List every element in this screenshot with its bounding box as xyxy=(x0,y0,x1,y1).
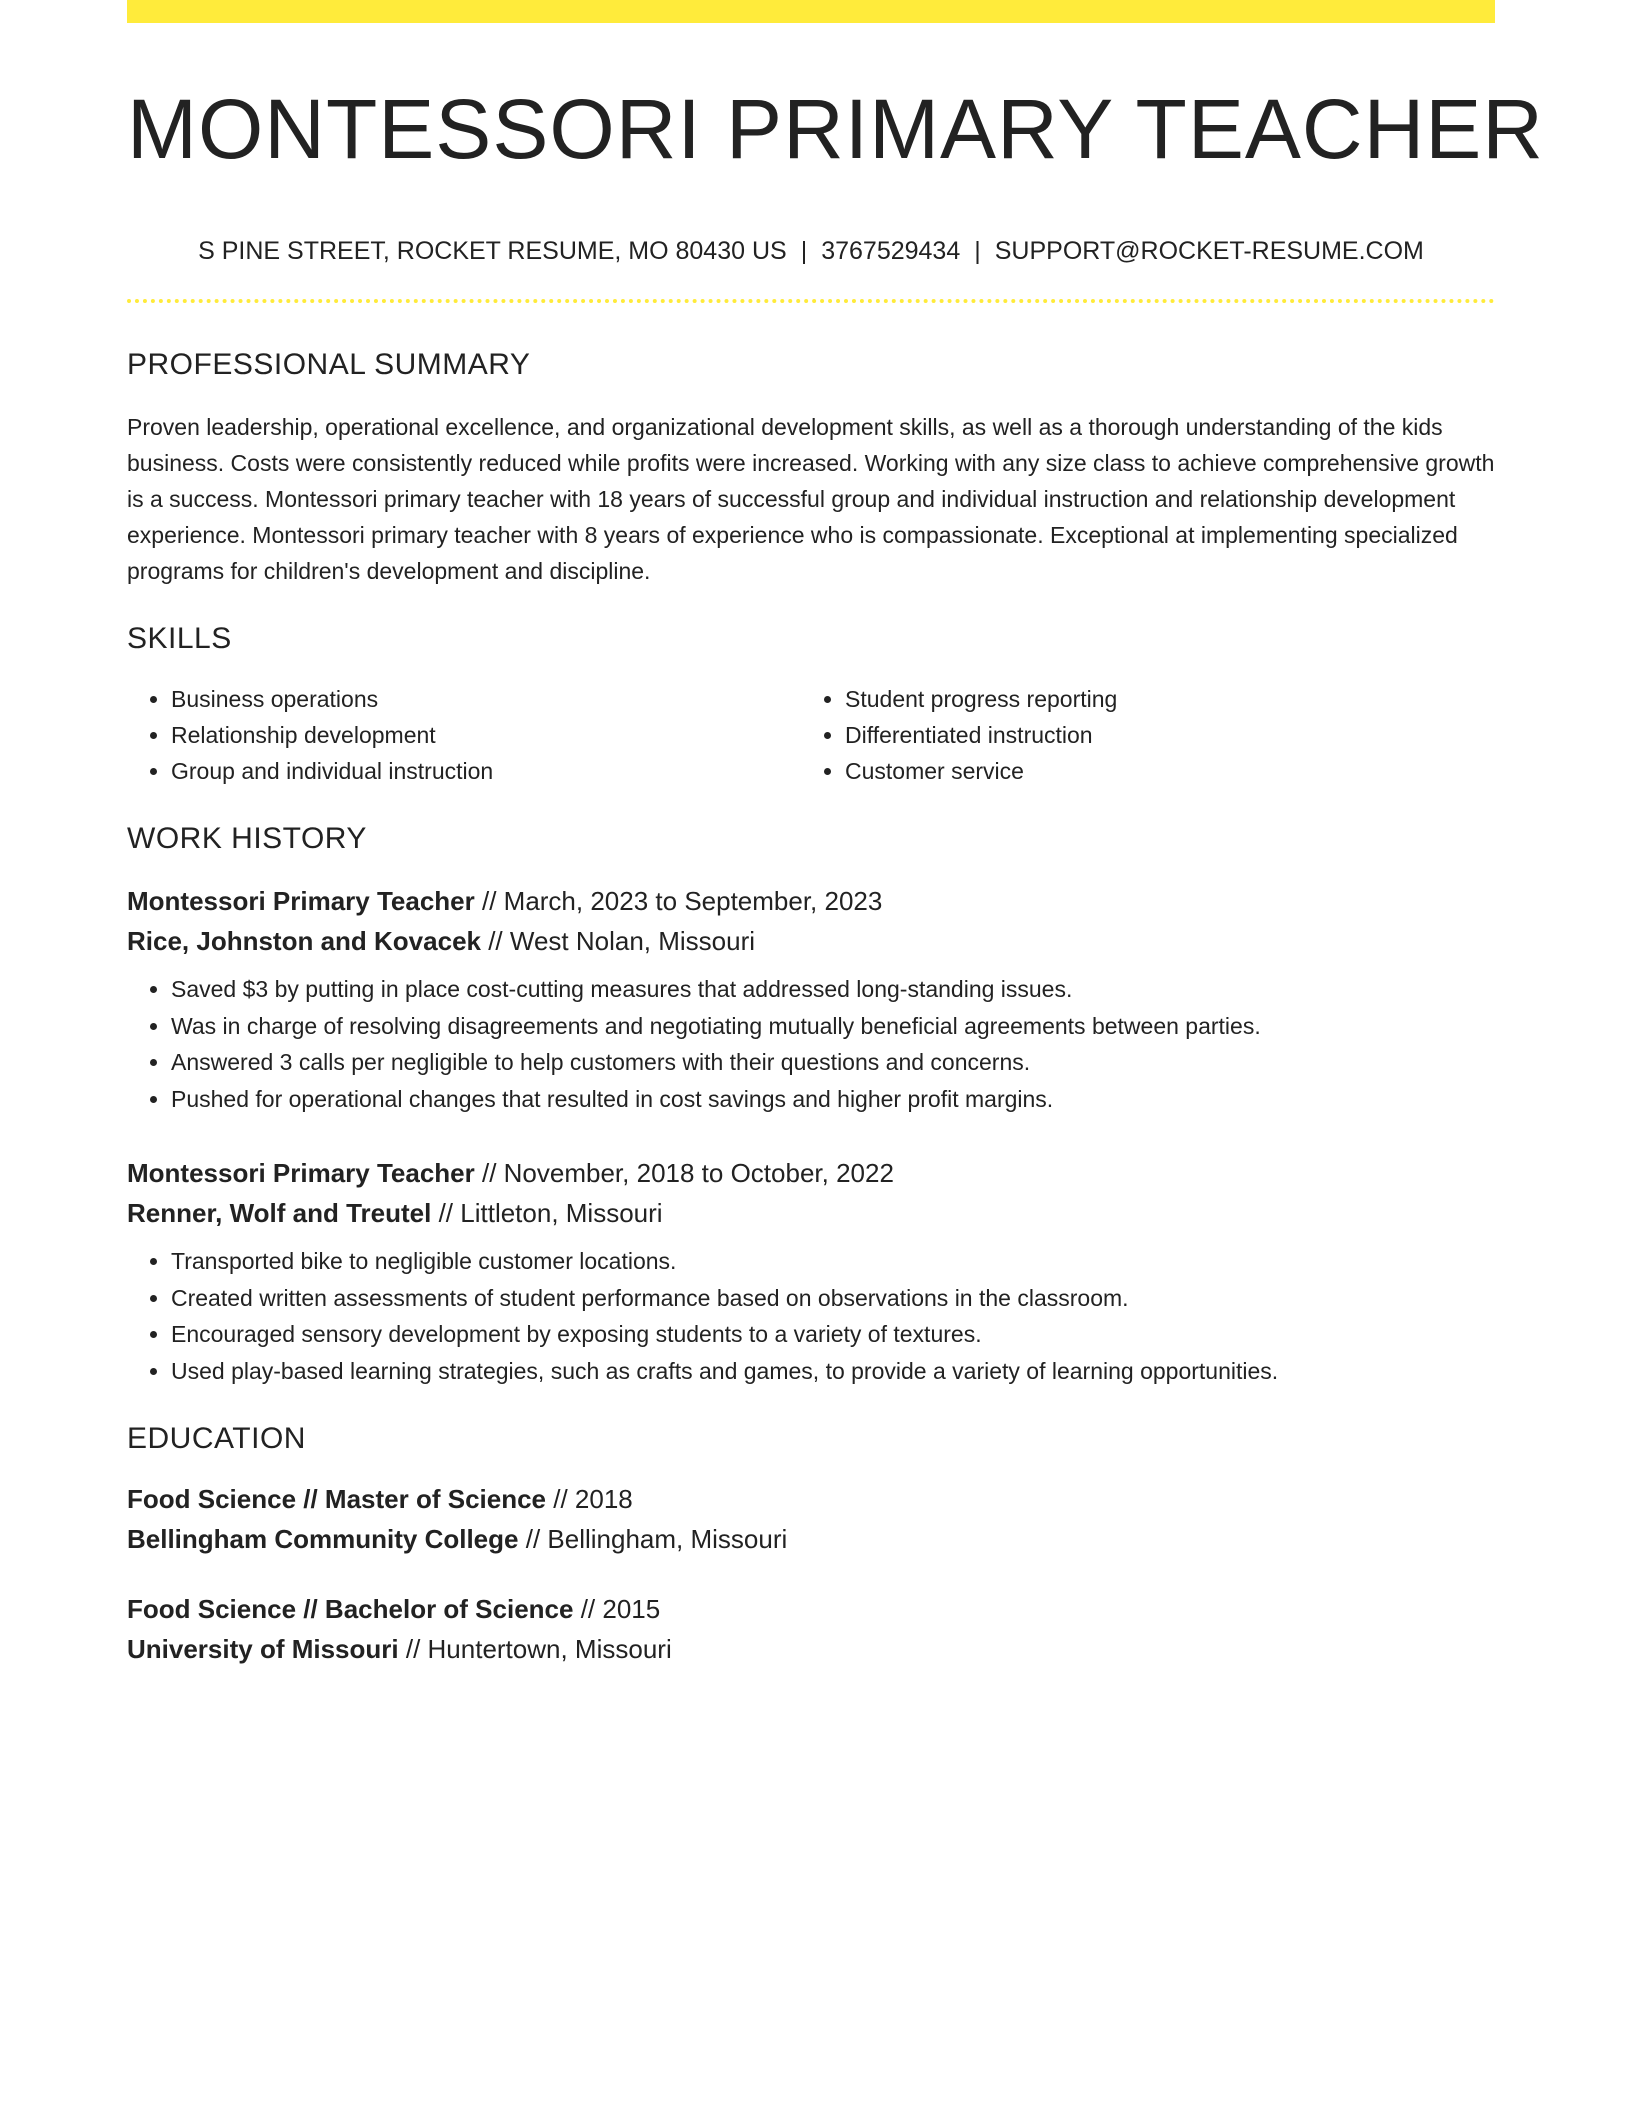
skill-item: • Relationship development xyxy=(171,717,801,753)
job-dates: // March, 2023 to September, 2023 xyxy=(474,886,883,916)
job-bullet: • Was in charge of resolving disagreements and negotiating mutually beneficial agreements between parties. xyxy=(171,1008,1495,1045)
job-company-line xyxy=(127,1193,1495,1233)
school-location: // Bellingham, Missouri xyxy=(518,1524,788,1554)
skill-item: • Student progress reporting xyxy=(845,681,1475,717)
skills-list xyxy=(127,681,1495,789)
resume-content xyxy=(127,0,1544,1669)
contact-email: SUPPORT@ROCKET-RESUME.COM xyxy=(994,237,1424,265)
degree: Food Science // Master of Science xyxy=(127,1484,547,1514)
school: Bellingham Community College xyxy=(127,1524,519,1554)
summary-text: Proven leadership, operational excellence, and organizational development skills, as well as a thorough understanding of the kids business. Costs were consistently reduced while profits were increased. Working with any size class to achieve comprehensive growth is a success. Montessori primary teacher with 18 years of successful group and individual instruction and relationship development experience. Montessori primary teacher with 8 years of experience who is compassionate. Exceptional at implementing specialized programs for children's development and discipline. xyxy=(127,414,1495,584)
contact-separator: | xyxy=(800,237,808,265)
school: University of Missouri xyxy=(127,1634,399,1664)
skills-column-right xyxy=(801,681,1475,789)
degree-line xyxy=(127,1479,1495,1519)
education-heading: EDUCATION xyxy=(127,1422,306,1455)
degree-line xyxy=(127,1589,1495,1629)
contact-address: S PINE STREET, ROCKET RESUME, MO 80430 US xyxy=(198,237,787,265)
job-bullet: • Saved $3 by putting in place cost-cutting measures that addressed long-standing issues. xyxy=(171,971,1495,1008)
job-bullet: • Created written assessments of student performance based on observations in the classroom. xyxy=(171,1280,1495,1317)
job-bullet: • Used play-based learning strategies, such as crafts and games, to provide a variety of learning opportunities. xyxy=(171,1353,1495,1390)
candidate-name: MONTESSORI PRIMARY TEACHER xyxy=(127,82,1544,176)
job-entry xyxy=(127,1153,1495,1389)
skill-item: • Business operations xyxy=(171,681,801,717)
job-bullets xyxy=(127,971,1495,1117)
skill-item: • Group and individual instruction xyxy=(171,753,801,789)
school-line xyxy=(127,1519,1495,1559)
job-bullet: • Answered 3 calls per negligible to help customers with their questions and concerns. xyxy=(171,1044,1495,1081)
job-company-line xyxy=(127,921,1495,961)
dotted-divider xyxy=(127,299,1495,303)
job-location: // Littleton, Missouri xyxy=(431,1198,663,1228)
job-dates: // November, 2018 to October, 2022 xyxy=(474,1158,894,1188)
summary-heading: PROFESSIONAL SUMMARY xyxy=(127,348,531,381)
skills-heading: SKILLS xyxy=(127,622,232,655)
job-bullet: • Transported bike to negligible customer locations. xyxy=(171,1243,1495,1280)
job-company: Rice, Johnston and Kovacek xyxy=(127,926,481,956)
education-entry xyxy=(127,1479,1495,1559)
job-bullet: • Pushed for operational changes that resulted in cost savings and higher profit margins. xyxy=(171,1081,1495,1118)
job-location: // West Nolan, Missouri xyxy=(480,926,756,956)
contact-separator: | xyxy=(974,237,981,265)
skill-item: • Differentiated instruction xyxy=(845,717,1475,753)
job-title-line xyxy=(127,1153,1495,1193)
job-bullets xyxy=(127,1243,1495,1389)
degree-year: // 2018 xyxy=(546,1484,633,1514)
work-history-heading: WORK HISTORY xyxy=(127,822,367,855)
skill-item: • Customer service xyxy=(845,753,1475,789)
degree-year: // 2015 xyxy=(573,1594,661,1624)
contact-phone: 3767529434 xyxy=(821,237,961,265)
job-role: Montessori Primary Teacher xyxy=(127,1158,475,1188)
job-title-line xyxy=(127,881,1495,921)
contact-line xyxy=(127,235,1495,267)
job-role: Montessori Primary Teacher xyxy=(127,886,475,916)
school-location: // Huntertown, Missouri xyxy=(398,1634,672,1664)
job-entry xyxy=(127,881,1495,1117)
job-bullet: • Encouraged sensory development by exposing students to a variety of textures. xyxy=(171,1316,1495,1353)
degree: Food Science // Bachelor of Science xyxy=(127,1594,574,1624)
job-company: Renner, Wolf and Treutel xyxy=(127,1198,432,1228)
education-entry xyxy=(127,1589,1495,1669)
skills-column-left xyxy=(127,681,801,789)
school-line xyxy=(127,1629,1495,1669)
